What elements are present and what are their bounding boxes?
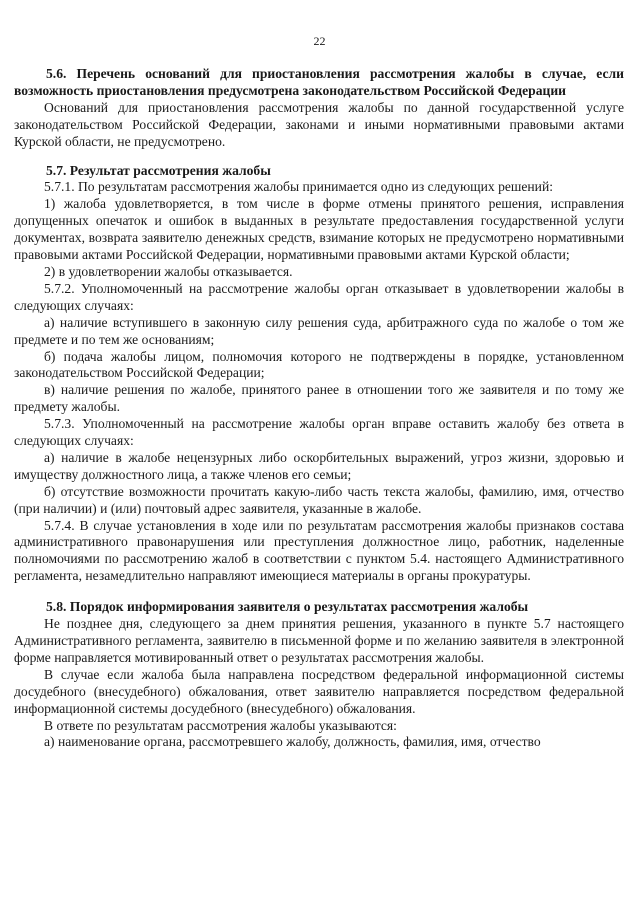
section-5-8-paragraph: В случае если жалоба была направлена посредством федеральной информационной системы досудебного (внесудебного) обжалования, ответ заявителю направляется посредством федеральной информационной системы досудебного (внесудебного) обжалования. — [14, 666, 624, 716]
section-5-7-paragraph: 2) в удовлетворении жалобы отказывается. — [44, 263, 293, 279]
section-5-6-heading: 5.6. Перечень оснований для приостановления рассмотрения жалобы в случае, если возможность приостановления предусмотрена законодательством Российской Федерации — [14, 66, 624, 98]
section-5-7-paragraph: б) отсутствие возможности прочитать какую-либо часть текста жалобы, фамилию, имя, отчество (при наличии) и (или) почтовый адрес заявителя, указанные в жалобе. — [14, 483, 624, 516]
section-5-8-paragraph: Не позднее дня, следующего за днем принятия решения, указанного в пункте 5.7 настоящего Административного регламента, заявителю в письменной форме и по желанию заявителя в электронной форме направляется мотивированный ответ о результатах рассмотрения жалобы. — [14, 616, 624, 665]
section-5-7-heading: 5.7. Результат рассмотрения жалобы — [46, 162, 271, 178]
section-5-7-paragraph: в) наличие решения по жалобе, принятого ранее в отношении того же заявителя и по тому же предмету жалобы. — [14, 382, 624, 415]
section-5-7-paragraph: а) наличие в жалобе нецензурных либо оскорбительных выражений, угроз жизни, здоровью и имуществу должностного лица, а также членов его семьи; — [14, 449, 624, 482]
section-5-7-paragraph: 5.7.2. Уполномоченный на рассмотрение жалобы орган отказывает в удовлетворении жалобы в следующих случаях: — [14, 280, 624, 313]
section-5-7-paragraph: а) наличие вступившего в законную силу решения суда, арбитражного суда по жалобе о том же предмете и по тем же основаниям; — [14, 314, 624, 347]
section-5-7-paragraph: 5.7.3. Уполномоченный на рассмотрение жалобы орган вправе оставить жалобу без ответа в следующих случаях: — [14, 416, 624, 449]
section-5-7-paragraph: 1) жалоба удовлетворяется, в том числе в форме отмены принятого решения, исправления допущенных опечаток и ошибок в выданных в результате предоставления государственной услуги документах, возврата заявителю денежных средств, взимание которых не предусмотрено нормативными правовыми актами Российской Федерации, нормативными правовыми актами Курской области; — [14, 196, 624, 263]
section-5-8-paragraph: а) наименование органа, рассмотревшего жалобу, должность, фамилия, имя, отчество — [44, 734, 541, 750]
section-5-7-paragraph: 5.7.1. По результатам рассмотрения жалобы принимается одно из следующих решений: — [44, 179, 554, 195]
section-5-6-paragraph: Оснований для приостановления рассмотрения жалобы по данной государственной услуге законодательством Российской Федерации, законами и иными нормативными правовыми актами Курской области, не предусмотрено. — [14, 99, 624, 149]
section-5-8-heading: 5.8. Порядок информирования заявителя о результатах рассмотрения жалобы — [46, 599, 529, 615]
section-5-8-paragraph: В ответе по результатам рассмотрения жалобы указываются: — [44, 717, 397, 733]
document-body — [14, 66, 624, 751]
section-5-7-paragraph: б) подача жалобы лицом, полномочия которого не подтверждены в порядке, установленном законодательством Российской Федерации; — [14, 348, 624, 381]
page-number: 22 — [313, 34, 326, 48]
section-5-7-paragraph: 5.7.4. В случае установления в ходе или по результатам рассмотрения жалобы признаков состава административного правонарушения или преступления должностное лицо, работник, наделенные полномочиями по рассмотрению жалоб в соответствии с пунктом 5.4. настоящего Административного регламента, незамедлительно направляют имеющиеся материалы в органы прокуратуры. — [14, 517, 624, 584]
